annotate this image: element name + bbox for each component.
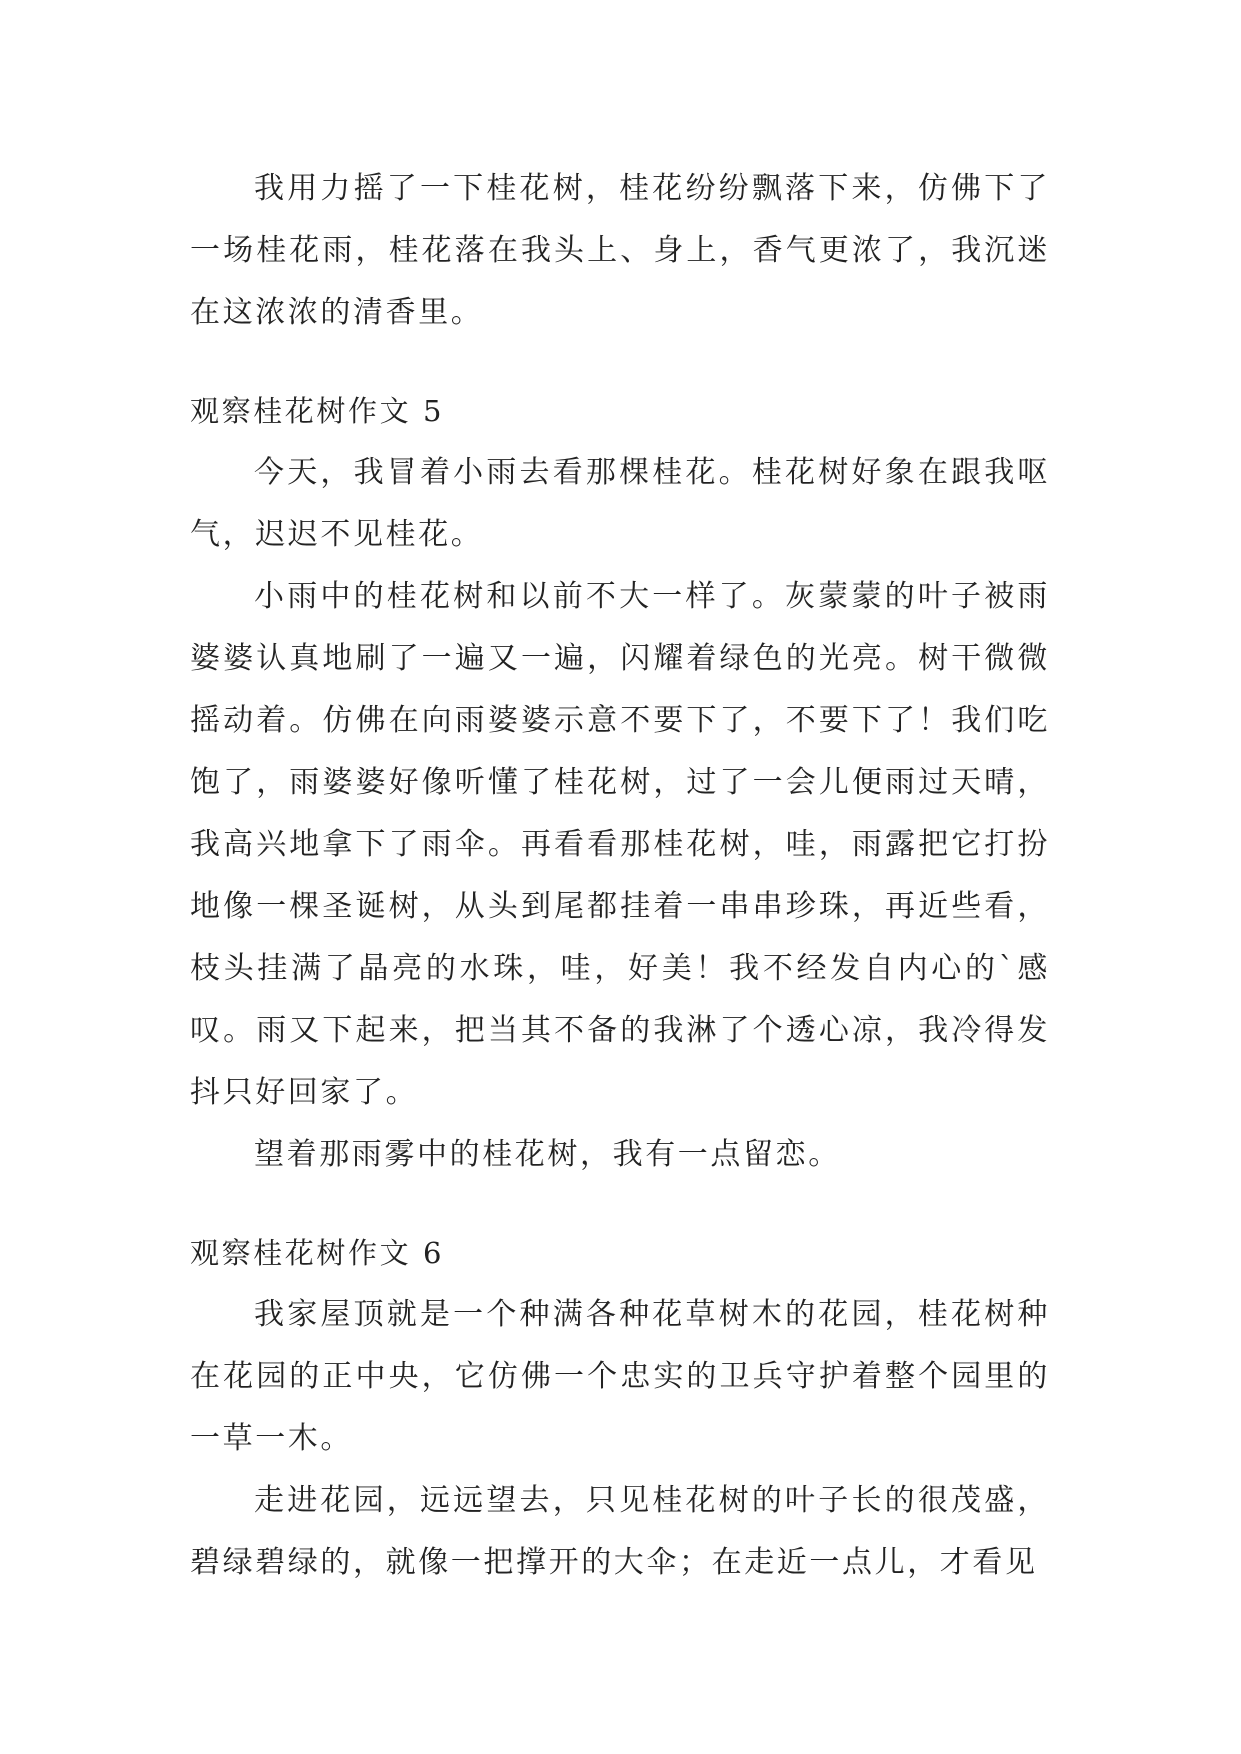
section-heading: 观察桂花树作文 6 bbox=[190, 1236, 445, 1270]
paragraph: 小雨中的桂花树和以前不大一样了。灰蒙蒙的叶子被雨婆婆认真地刷了一遍又一遍，闪耀着绿色的光亮。树干微微摇动着。仿佛在向雨婆婆示意不要下了，不要下了！我们吃饱了，雨婆婆好像听懂了桂花树，过了一会儿便雨过天晴，我高兴地拿下了雨伞。再看看那桂花树，哇，雨露把它打扮地像一棵圣诞树，从头到尾都挂着一串串珍珠，再近些看，枝头挂满了晶亮的水珠，哇，好美！我不经发自内心的`感叹。雨又下起来，把当其不备的我淋了个透心凉，我冷得发抖只好回家了。 bbox=[190, 579, 1050, 1110]
document-page bbox=[190, 158, 1050, 1594]
paragraph: 我家屋顶就是一个种满各种花草树木的花园，桂花树种在花园的正中央，它仿佛一个忠实的卫兵守护着整个园里的一草一木。 bbox=[190, 1297, 1050, 1456]
paragraph: 走进花园，远远望去，只见桂花树的叶子长的很茂盛，碧绿碧绿的，就像一把撑开的大伞；在走近一点儿，才看见 bbox=[190, 1483, 1050, 1580]
paragraph: 望着那雨雾中的桂花树，我有一点留恋。 bbox=[254, 1137, 841, 1172]
section-heading: 观察桂花树作文 5 bbox=[190, 394, 445, 428]
paragraph: 我用力摇了一下桂花树，桂花纷纷飘落下来，仿佛下了一场桂花雨，桂花落在我头上、身上，香气更浓了，我沉迷在这浓浓的清香里。 bbox=[190, 171, 1050, 330]
paragraph: 今天，我冒着小雨去看那棵桂花。桂花树好象在跟我呕气，迟迟不见桂花。 bbox=[190, 455, 1050, 552]
